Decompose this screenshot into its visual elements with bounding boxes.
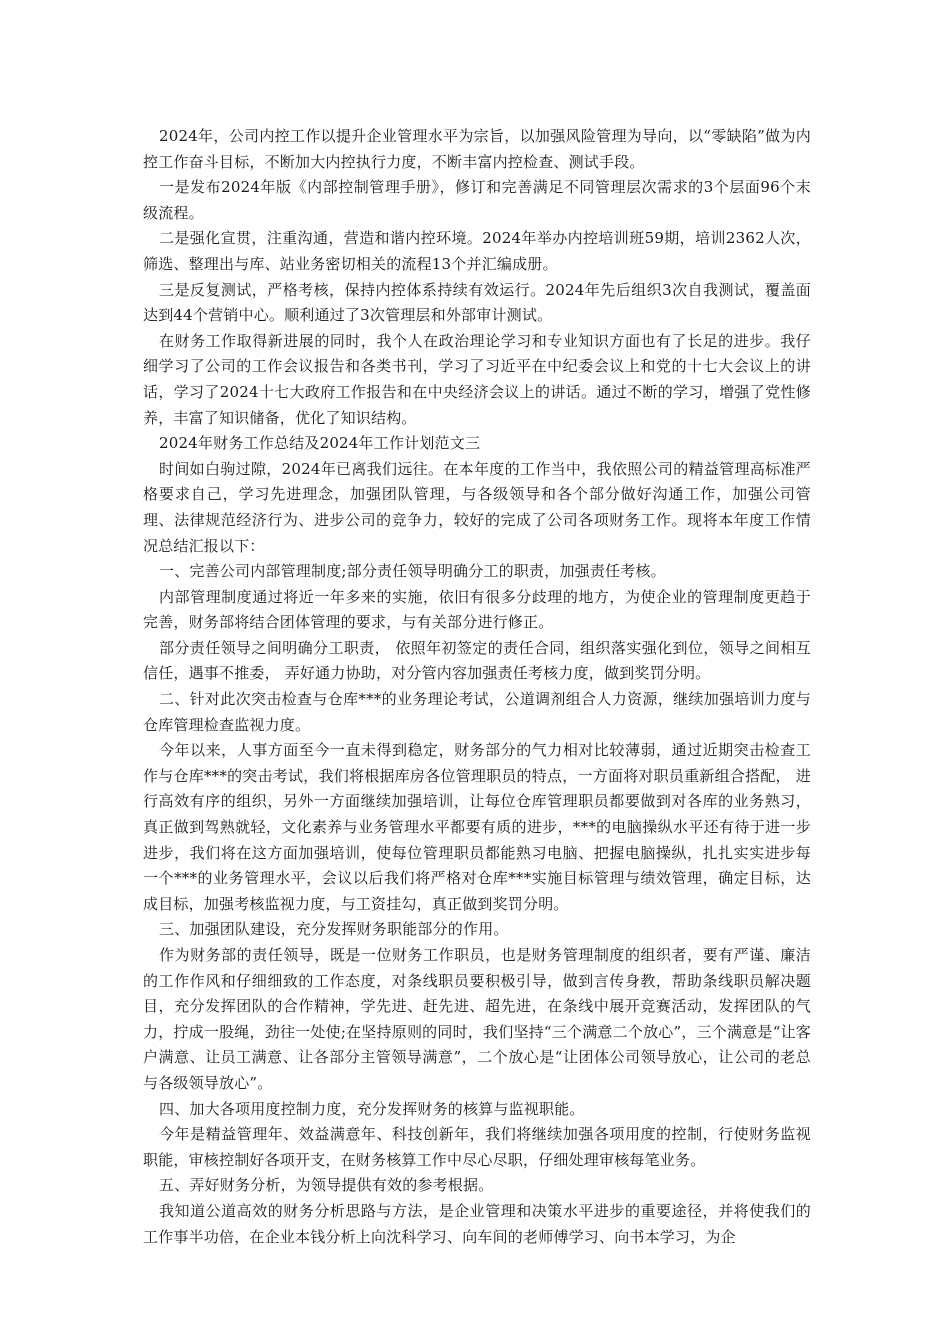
heading-item-two: 二、针对此次突击检查与仓库***的业务理论考试，公道调剂组合人力资源，继续加强培训力度与仓库管理检查监视力度。 [143,690,811,734]
heading-item-three: 三、加强团队建设，充分发挥财务职能部分的作用。 [159,920,509,939]
paragraph-summary-intro: 时间如白驹过隙，2024年已离我们远往。在本年度的工作当中，我依照公司的精益管理高标准严格要求自己，学习先进理念，加强团队管理，与各级领导和各个部分做好沟通工作，加强公司管理、法律规范经济行为、进步公司的竞争力，较好的完成了公司各项财务工作。现将本年度工作情况总结汇报以下： [143,459,811,555]
paragraph-point-three: 三是反复测试，严格考核，保持内控体系持续有效运行。2024年先后组织3次自我测试，覆盖面达到44个营销中心。顺利通过了3次管理层和外部审计测试。 [143,280,811,325]
section-title: 2024年财务工作总结及2024年工作计划范文三 [159,434,481,453]
heading-item-five: 五、弄好财务分析，为领导提供有效的参考根据。 [159,1176,494,1195]
paragraph-item-one-b: 部分责任领导之间明确分工职责， 依照年初签定的责任合同，组织落实强化到位，领导之间相互信任，遇事不推委， 弄好通力协助，对分管内容加强责任考核力度，做到奖罚分明。 [143,638,811,683]
paragraph-personal-progress: 在财务工作取得新进展的同时，我个人在政治理论学习和专业知识方面也有了长足的进步。我仔细学习了公司的工作会议报告和各类书刊，学习了习近平在中纪委会议上和党的十七大会议上的讲话，学习了2024十七大政府工作报告和在中央经济会议上的讲话。通过不断的学习，增强了党性修养，丰富了知识储备，优化了知识结构。 [143,331,811,427]
paragraph-item-five: 我知道公道高效的财务分析思路与方法，是企业管理和决策水平进步的重要途径，并将使我们的工作事半功倍，在企业本钱分析上向沈科学习、向车间的老师傅学习、向书本学习，为企 [143,1201,811,1246]
paragraph-point-one: 一是发布2024年版《内部控制管理手册》，修订和完善满足不同管理层次需求的3个层面96个末级流程。 [143,178,811,222]
paragraph-item-four: 今年是精益管理年、效益满意年、科技创新年，我们将继续加强各项用度的控制，行使财务监视职能，审核控制好各项开支，在财务核算工作中尽心尽职，仔细处理审核每笔业务。 [143,1125,811,1169]
paragraph-intro: 2024年，公司内控工作以提升企业管理水平为宗旨，以加强风险管理为导向，以“零缺陷”做为内控工作奋斗目标，不断加大内控执行力度，不断丰富内控检查、测试手段。 [143,127,811,171]
heading-item-one: 一、完善公司内部管理制度;部分责任领导明确分工的职责，加强责任考核。 [159,562,666,581]
paragraph-item-three: 作为财务部的责任领导，既是一位财务工作职员，也是财务管理制度的组织者，要有严谨、廉洁的工作作风和仔细细致的工作态度，对条线职员要积极引导，做到言传身教，帮助条线职员解决题目，充分发挥团队的合作精神，学先进、赶先进、超先进，在条线中展开竞赛活动，发挥团队的气力，拧成一股绳，劲往一处使;在坚持原则的同时，我们坚持“三个满意二个放心”，三个满意是“让客户满意、让员工满意、让各部分主管领导满意”，二个放心是“让团体公司领导放心，让公司的老总与各级领导放心”。 [143,946,811,1092]
paragraph-point-two: 二是强化宣贯，注重沟通，营造和谐内控环境。2024年举办内控培训班59期，培训2362人次，筛选、整理出与库、站业务密切相关的流程13个并汇编成册。 [143,229,811,273]
paragraph-item-one-a: 内部管理制度通过将近一年多来的实施，依旧有很多分歧理的地方，为使企业的管理制度更趋于完善，财务部将结合团体管理的要求，与有关部分进行修正。 [143,587,811,632]
document-body [143,124,811,1250]
heading-item-four: 四、加大各项用度控制力度，充分发挥财务的核算与监视职能。 [159,1099,585,1118]
paragraph-item-two: 今年以来，人事方面至今一直未得到稳定，财务部分的气力相对比较薄弱，通过近期突击检查工作与仓库***的突击考试，我们将根据库房各位管理职员的特点，一方面将对职员重新组合搭配， 进行高效有序的组织，另外一方面继续加强培训，让每位仓库管理职员都要做到对各库的业务熟习，真正做到驾熟就轻，文化素养与业务管理水平都要有质的进步，***的电脑操纵水平还有待于进一步进步，我们将在这方面加强培训，使每位管理职员都能熟习电脑、把握电脑操纵，扎扎实实进步每一个***的业务管理水平，会议以后我们将严格对仓库***实施目标管理与绩效管理，确定目标，达成目标，加强考核监视力度，与工资挂勾，真正做到奖罚分明。 [143,741,811,913]
